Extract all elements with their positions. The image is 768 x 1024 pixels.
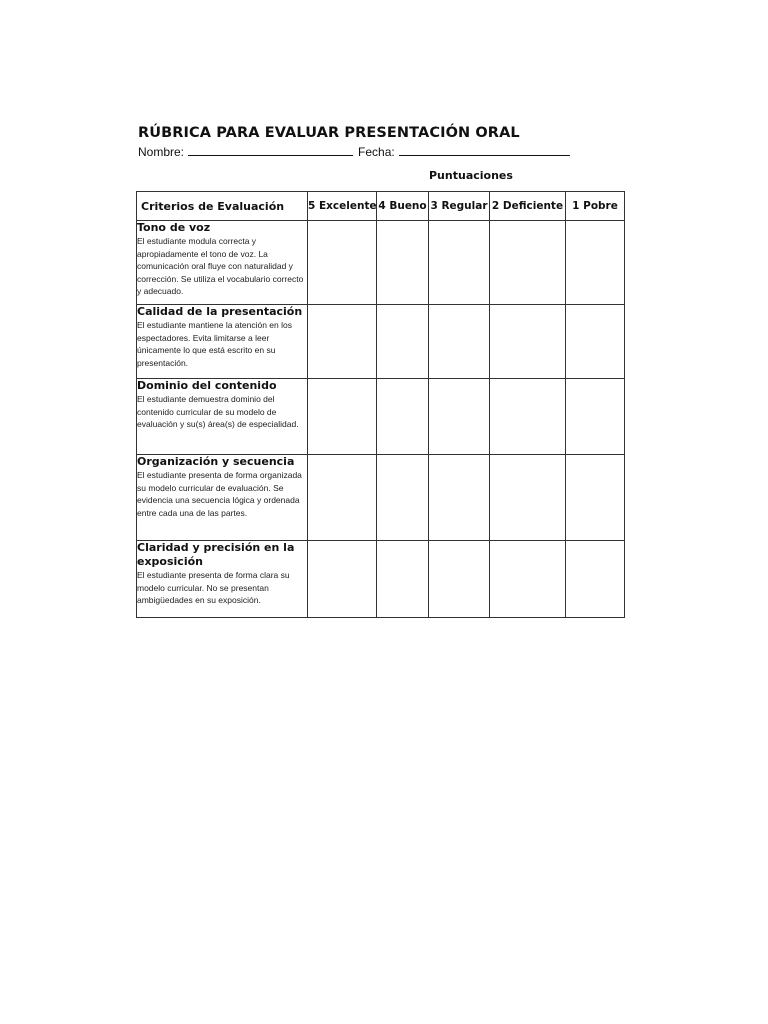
criterion-name: Tono de voz: [137, 221, 211, 234]
score-cell-4[interactable]: [377, 221, 429, 305]
table-row: [137, 541, 625, 618]
scores-heading: Puntuaciones: [429, 169, 513, 182]
score-cell-1[interactable]: [566, 541, 625, 618]
table-row: [137, 221, 625, 305]
criterion-description: El estudiante modula correcta y apropiadamente el tono de voz. La comunicación oral fluye con naturalidad y corrección. Se utiliza el vocabulario correcto y adecuado.: [137, 236, 304, 296]
date-label: Fecha:: [358, 145, 395, 159]
rubric-table: [136, 191, 625, 618]
score-cell-4[interactable]: [377, 455, 429, 541]
score-cell-5[interactable]: [308, 379, 377, 455]
table-row: [137, 379, 625, 455]
score-cell-3[interactable]: [429, 455, 490, 541]
score-header-excelente: 5 Excelente: [308, 192, 377, 221]
score-cell-4[interactable]: [377, 305, 429, 379]
score-cell-5[interactable]: [308, 541, 377, 618]
score-cell-5[interactable]: [308, 221, 377, 305]
score-cell-5[interactable]: [308, 455, 377, 541]
criterion-cell: [137, 221, 308, 305]
criterion-cell: [137, 455, 308, 541]
criterion-description: El estudiante mantiene la atención en los espectadores. Evita limitarse a leer únicamente lo que está escrito en su presentación.: [137, 320, 292, 368]
criterion-cell: [137, 541, 308, 618]
criterion-cell: [137, 379, 308, 455]
score-cell-5[interactable]: [308, 305, 377, 379]
score-cell-2[interactable]: [490, 379, 566, 455]
date-blank-line[interactable]: [399, 143, 570, 156]
score-cell-4[interactable]: [377, 541, 429, 618]
criterion-name: Organización y secuencia: [137, 455, 295, 468]
score-cell-2[interactable]: [490, 541, 566, 618]
score-cell-2[interactable]: [490, 455, 566, 541]
document-title: RÚBRICA PARA EVALUAR PRESENTACIÓN ORAL: [138, 125, 520, 141]
criterion-name: Calidad de la presentación: [137, 305, 303, 318]
score-header-bueno: 4 Bueno: [377, 192, 429, 221]
score-cell-1[interactable]: [566, 221, 625, 305]
score-cell-4[interactable]: [377, 379, 429, 455]
score-cell-3[interactable]: [429, 305, 490, 379]
criterion-name: Claridad y precisión en la exposición: [137, 541, 295, 568]
table-row: [137, 455, 625, 541]
name-label: Nombre:: [138, 145, 185, 159]
score-cell-3[interactable]: [429, 541, 490, 618]
criterion-name: Dominio del contenido: [137, 379, 277, 392]
header-row: [137, 192, 625, 221]
score-header-regular: 3 Regular: [429, 192, 490, 221]
score-cell-2[interactable]: [490, 221, 566, 305]
name-blank-line[interactable]: [188, 143, 353, 156]
score-cell-1[interactable]: [566, 305, 625, 379]
criterion-cell: [137, 305, 308, 379]
criterion-description: El estudiante demuestra dominio del contenido curricular de su modelo de evaluación y su(s) área(s) de especialidad.: [137, 394, 299, 429]
score-header-deficiente: 2 Deficiente: [490, 192, 566, 221]
criterion-description: El estudiante presenta de forma clara su modelo curricular. No se presentan ambigüedades en su exposición.: [137, 570, 290, 605]
criterion-description: El estudiante presenta de forma organizada su modelo curricular de evaluación. Se evidencia una secuencia lógica y ordenada entre cada una de las partes.: [137, 470, 302, 518]
score-header-pobre: 1 Pobre: [566, 192, 625, 221]
score-cell-3[interactable]: [429, 379, 490, 455]
score-cell-2[interactable]: [490, 305, 566, 379]
score-cell-1[interactable]: [566, 455, 625, 541]
name-date-line: [138, 143, 570, 159]
score-cell-3[interactable]: [429, 221, 490, 305]
score-cell-1[interactable]: [566, 379, 625, 455]
criteria-header: Criterios de Evaluación: [137, 192, 308, 221]
table-row: [137, 305, 625, 379]
